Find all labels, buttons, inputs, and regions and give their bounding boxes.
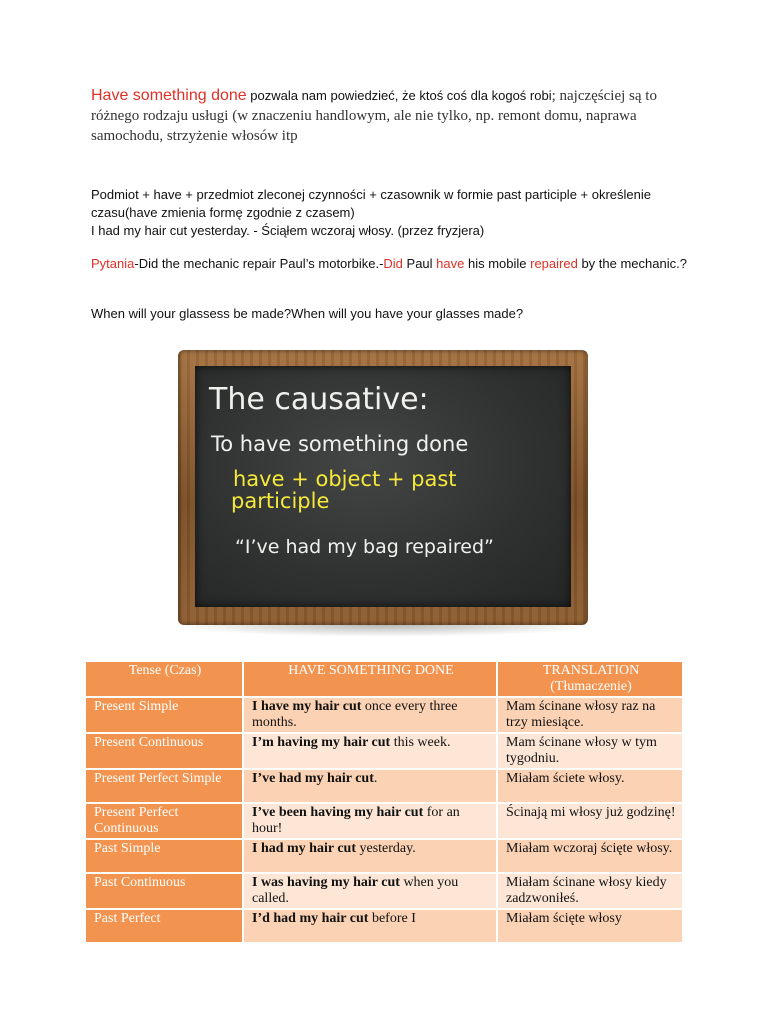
example-cell (243, 839, 497, 873)
example-key: I’ve had my hair cut (252, 771, 374, 786)
example-cell (243, 769, 497, 803)
example-key: I have my hair cut (252, 699, 362, 714)
wooden-frame (178, 350, 588, 625)
board-subtitle: To have something done (211, 432, 469, 456)
questions-paragraph (91, 255, 691, 273)
example-cell (243, 697, 497, 733)
formula-example-translation: - Ściąłem wczoraj włosy. (przez fryzjera) (249, 223, 485, 238)
example-key: I’m having my hair cut (252, 735, 391, 750)
example-key: I was having my hair cut (252, 875, 400, 890)
example-rest: yesterday. (355, 841, 416, 856)
table-row (85, 839, 683, 873)
tense-cell: Past Simple (85, 839, 243, 873)
board-formula-line2: participle (231, 489, 330, 513)
example-cell (243, 803, 497, 839)
translation-cell: Miałam ścinane włosy kiedy zadzwoniłeś. (497, 873, 683, 909)
example-rest: . (373, 771, 378, 786)
example-cell (243, 733, 497, 769)
intro-rest-text: ; najczęściej są to różnego rodzaju usługi (w znaczeniu handlowym, ale nie tylko, np. remont domu, naprawa samochodu, strzyżenie włosów itp (91, 88, 657, 144)
example-cell (243, 909, 497, 943)
translation-cell: Miałam wczoraj ścięte włosy. (497, 839, 683, 873)
tense-table (84, 660, 684, 944)
translation-cell: Miałam ściete włosy. (497, 769, 683, 803)
table-row (85, 697, 683, 733)
formula-example (91, 222, 691, 240)
tense-cell: Present Simple (85, 697, 243, 733)
table-row (85, 873, 683, 909)
formula-paragraph (91, 186, 691, 240)
questions-his-mobile: his mobile (464, 256, 531, 271)
slate (195, 366, 571, 607)
formula-example-sentence: I had my hair cut yesterday. (91, 223, 250, 238)
questions-repaired: repaired (530, 256, 578, 271)
table-row (85, 803, 683, 839)
table-header-translation: TRANSLATION (Tłumaczenie) (497, 661, 683, 697)
translation-cell: Ścinają mi włosy już godzinę! (497, 803, 683, 839)
tense-cell: Present Perfect Continuous (85, 803, 243, 839)
example-rest: this week. (390, 735, 451, 750)
example-key: I’d had my hair cut (252, 911, 369, 926)
table-header-tense: Tense (Czas) (85, 661, 243, 697)
questions-paul: Paul (402, 256, 437, 271)
table-row (85, 909, 683, 943)
intro-bold-text: pozwala nam powiedzieć, że ktoś coś dla kogoś robi (246, 88, 552, 103)
questions-end: by the mechanic.? (577, 256, 687, 271)
example-rest: for an hour! (252, 805, 460, 836)
board-example: “I’ve had my bag repaired” (235, 536, 494, 558)
table-row (85, 733, 683, 769)
tense-cell: Past Perfect (85, 909, 243, 943)
translation-cell: Mam ścinane włosy raz na trzy miesiące. (497, 697, 683, 733)
chalkboard-image (140, 338, 630, 643)
tense-cell: Present Continuous (85, 733, 243, 769)
questions-have: have (436, 256, 465, 271)
table-header-have-something-done: HAVE SOMETHING DONE (243, 661, 497, 697)
table-header-row (85, 661, 683, 697)
questions-part1: -Did the mechanic repair Paul’s motorbike.- (134, 256, 384, 271)
translation-cell: Mam ścinane włosy w tym tygodniu. (497, 733, 683, 769)
questions-label: Pytania (91, 256, 135, 271)
example-key: I’ve been having my hair cut (252, 805, 424, 820)
example-rest: when you called. (252, 875, 459, 906)
board-title: The causative: (209, 382, 429, 417)
intro-paragraph (91, 86, 691, 146)
questions-did: Did (383, 256, 403, 271)
intro-highlight: Have something done (91, 87, 247, 104)
example-cell (243, 873, 497, 909)
translation-cell: Miałam ścięte włosy (497, 909, 683, 943)
example-rest: once every three months. (252, 699, 458, 730)
board-formula (233, 468, 609, 512)
tense-cell: Past Continuous (85, 873, 243, 909)
formula-text: Podmiot + have + przedmiot zleconej czynności + czasownik w formie past participle + określenie czasu(have zmienia formę zgodnie z czasem) (91, 187, 651, 220)
tense-cell: Present Perfect Simple (85, 769, 243, 803)
example-rest: before I (368, 911, 416, 926)
glasses-sentence: When will your glassess be made?When will you have your glasses made? (91, 306, 524, 321)
board-formula-line1: have + object + past (233, 467, 457, 491)
example-key: I had my hair cut (252, 841, 356, 856)
table-row (85, 769, 683, 803)
